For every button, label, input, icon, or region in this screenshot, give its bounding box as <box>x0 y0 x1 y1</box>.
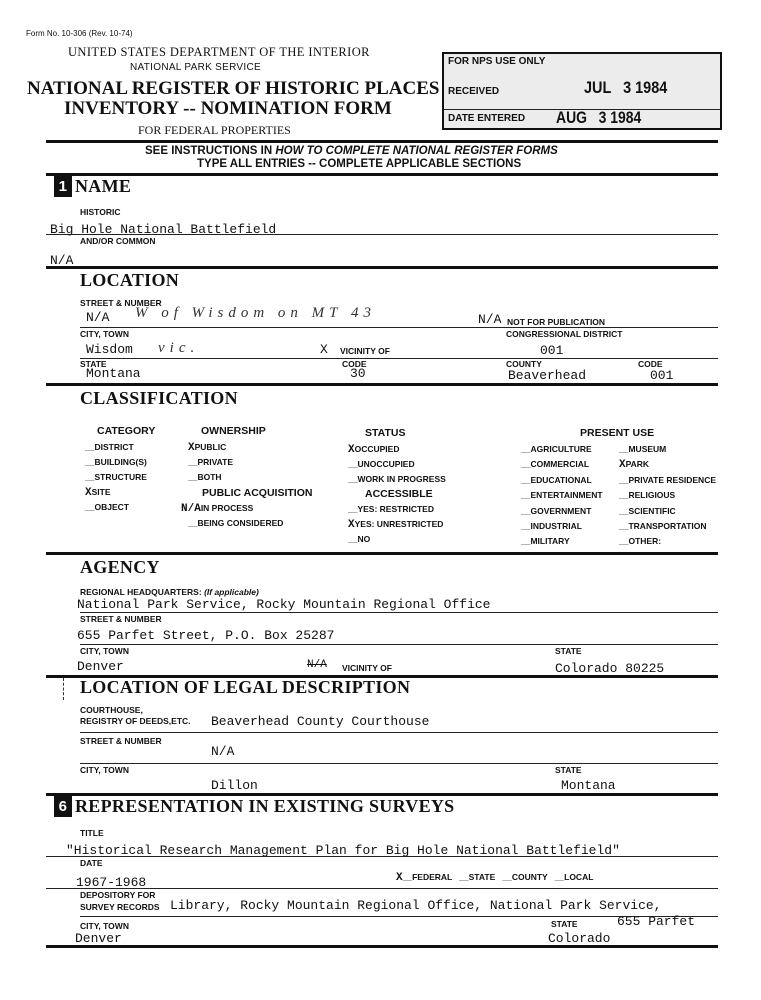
depository-label-2: SURVEY RECORDS <box>80 902 160 912</box>
section-classification-heading: CLASSIFICATION <box>80 388 238 408</box>
agency-city-label: CITY, TOWN <box>80 646 129 656</box>
department-name: UNITED STATES DEPARTMENT OF THE INTERIOR <box>68 45 370 59</box>
use-government: __GOVERNMENT <box>521 505 592 516</box>
form-number: Form No. 10-306 (Rev. 10-74) <box>26 29 133 38</box>
use-park: XPARK <box>619 459 650 472</box>
location-state-label: STATE <box>80 359 107 369</box>
agency-street-label: STREET & NUMBER <box>80 614 162 624</box>
public-acquisition-list <box>181 503 283 533</box>
regional-hq-value: National Park Service, Rocky Mountain Regional Office <box>77 597 491 612</box>
congressional-district-value: 001 <box>540 343 564 358</box>
section-location-heading: LOCATION <box>80 270 180 290</box>
county-code-label: CODE <box>638 359 663 369</box>
depository-value: Library, Rocky Mountain Regional Office, National Park Service, <box>170 898 662 913</box>
legal-state-label: STATE <box>555 765 582 775</box>
ownership-private: __PRIVATE <box>188 457 234 467</box>
nps-box-label: FOR NPS USE ONLY <box>448 56 546 67</box>
present-use-list-left <box>521 444 603 552</box>
date-entered-label: DATE ENTERED <box>448 113 526 124</box>
historic-name-value: Big Hole National Battlefield <box>50 222 277 237</box>
use-commercial: __COMMERCIAL <box>521 459 590 470</box>
courthouse-label-1: COURTHOUSE, <box>80 705 143 715</box>
ownership-column-header: OWNERSHIP <box>201 425 266 437</box>
vicinity-mark: X <box>320 342 328 357</box>
location-street-handwritten: W of Wisdom on MT 43 <box>135 305 376 321</box>
use-agriculture: __AGRICULTURE <box>521 444 592 454</box>
section-legal-heading: LOCATION OF LEGAL DESCRIPTION <box>80 677 411 697</box>
accessible-list <box>348 504 443 549</box>
common-name-value: N/A <box>50 253 74 268</box>
nps-use-box <box>442 52 722 130</box>
public-acquisition-header: PUBLIC ACQUISITION <box>202 487 313 499</box>
survey-title-label: TITLE <box>80 828 104 838</box>
state-code-value: 30 <box>350 366 366 381</box>
survey-level-options: X__FEDERAL __STATE __COUNTY __LOCAL <box>396 872 594 884</box>
use-other: __OTHER: <box>619 536 662 547</box>
not-for-publication-label: NOT FOR PUBLICATION <box>507 317 606 327</box>
location-city-value: Wisdom <box>86 342 133 357</box>
use-private-residence: __PRIVATE RESIDENCE <box>619 474 717 485</box>
legal-street-value: N/A <box>211 744 235 759</box>
ownership-both: __BOTH <box>188 472 222 482</box>
accessible-restricted: __YES: RESTRICTED <box>348 504 434 514</box>
use-military: __MILITARY <box>521 536 570 547</box>
survey-city-value: Denver <box>75 931 122 946</box>
section-name-heading: 1 NAME <box>54 176 131 197</box>
category-structure: __STRUCTURE <box>85 472 147 482</box>
depository-label-1: DEPOSITORY FOR <box>80 890 156 900</box>
section-surveys-heading: 6 REPRESENTATION IN EXISTING SURVEYS <box>54 796 455 817</box>
status-occupied: XOCCUPIED <box>348 444 400 456</box>
regional-hq-label: REGIONAL HEADQUARTERS: (If applicable) <box>80 587 259 597</box>
section-number-6: 6 <box>54 796 72 817</box>
section-agency-heading: AGENCY <box>80 557 160 577</box>
location-street-value: N/A <box>86 310 110 325</box>
survey-title-value: "Historical Research Management Plan for Big Hole National Battlefield" <box>66 843 620 858</box>
service-name: NATIONAL PARK SERVICE <box>130 62 261 73</box>
location-street-label: STREET & NUMBER <box>80 298 162 308</box>
received-stamp: JUL 3 1984 <box>584 78 668 97</box>
use-transportation: __TRANSPORTATION <box>619 520 707 531</box>
courthouse-label-2: REGISTRY OF DEEDS,ETC. <box>80 716 191 726</box>
historic-label: HISTORIC <box>80 207 121 217</box>
use-scientific: __SCIENTIFIC <box>619 505 676 516</box>
acquisition-being-considered: __BEING CONSIDERED <box>188 518 284 528</box>
use-museum: __MUSEUM <box>619 444 667 454</box>
ownership-list <box>188 442 233 487</box>
state-code-label: CODE <box>342 359 367 369</box>
survey-state-label: STATE <box>551 919 578 929</box>
form-title-1: NATIONAL REGISTER OF HISTORIC PLACES <box>27 78 440 99</box>
agency-vicinity-mark: N/A <box>307 659 327 671</box>
agency-vicinity-label: VICINITY OF <box>342 663 392 673</box>
form-subtitle: FOR FEDERAL PROPERTIES <box>138 123 291 137</box>
status-work-in-progress: __WORK IN PROGRESS <box>348 474 446 484</box>
date-entered-stamp: AUG 3 1984 <box>556 108 642 127</box>
depository-continued-value: 655 Parfet <box>617 914 696 929</box>
survey-date-value: 1967-1968 <box>76 875 147 890</box>
present-use-column-header: PRESENT USE <box>580 427 655 439</box>
county-code-value: 001 <box>650 368 674 383</box>
legal-city-value: Dillon <box>211 778 258 793</box>
form-title-2: INVENTORY -- NOMINATION FORM <box>64 98 392 119</box>
accessible-header: ACCESSIBLE <box>365 488 433 500</box>
not-for-publication-mark: N/A <box>478 312 502 327</box>
category-district: __DISTRICT <box>85 442 134 452</box>
survey-date-label: DATE <box>80 858 103 868</box>
instructions-line-2: TYPE ALL ENTRIES -- COMPLETE APPLICABLE SECTIONS <box>197 158 522 170</box>
category-buildings: __BUILDING(S) <box>85 457 147 467</box>
status-unoccupied: __UNOCCUPIED <box>348 459 415 469</box>
survey-city-label: CITY, TOWN <box>80 921 129 931</box>
category-list <box>85 442 147 517</box>
received-label: RECEIVED <box>448 86 500 97</box>
legal-street-label: STREET & NUMBER <box>80 736 162 746</box>
county-label: COUNTY <box>506 359 542 369</box>
category-object: __OBJECT <box>85 502 129 512</box>
use-religious: __RELIGIOUS <box>619 490 676 501</box>
courthouse-value: Beaverhead County Courthouse <box>211 714 430 729</box>
vicinity-label: VICINITY OF <box>340 346 390 356</box>
acquisition-in-process: N/AIN PROCESS <box>181 503 254 515</box>
common-name-label: AND/OR COMMON <box>80 236 156 246</box>
category-column-header: CATEGORY <box>97 425 156 437</box>
agency-street-value: 655 Parfet Street, P.O. Box 25287 <box>77 628 335 643</box>
accessible-unrestricted: XYES: UNRESTRICTED <box>348 519 444 531</box>
location-city-label: CITY, TOWN <box>80 329 129 339</box>
instructions-line-1: SEE INSTRUCTIONS IN HOW TO COMPLETE NATIONAL REGISTER FORMS <box>145 145 558 157</box>
section-number-1: 1 <box>54 176 72 197</box>
use-educational: __EDUCATIONAL <box>521 474 592 485</box>
agency-state-value: Colorado 80225 <box>555 661 665 676</box>
location-city-handwritten: vic. <box>158 340 200 356</box>
present-use-list-right <box>619 444 716 552</box>
use-industrial: __INDUSTRIAL <box>521 520 582 531</box>
agency-city-value: Denver <box>77 659 124 674</box>
accessible-no: __NO <box>348 534 371 544</box>
status-column-header: STATUS <box>365 427 406 439</box>
legal-state-value: Montana <box>561 778 616 793</box>
county-value: Beaverhead <box>508 368 587 383</box>
ownership-public: XPUBLIC <box>188 442 227 454</box>
agency-state-label: STATE <box>555 646 582 656</box>
survey-state-value: Colorado <box>548 931 611 946</box>
legal-city-label: CITY, TOWN <box>80 765 129 775</box>
use-entertainment: __ENTERTAINMENT <box>521 490 603 501</box>
location-state-value: Montana <box>86 366 141 381</box>
category-site: XSITE <box>85 487 111 499</box>
congressional-district-label: CONGRESSIONAL DISTRICT <box>506 329 623 339</box>
status-list <box>348 444 446 489</box>
